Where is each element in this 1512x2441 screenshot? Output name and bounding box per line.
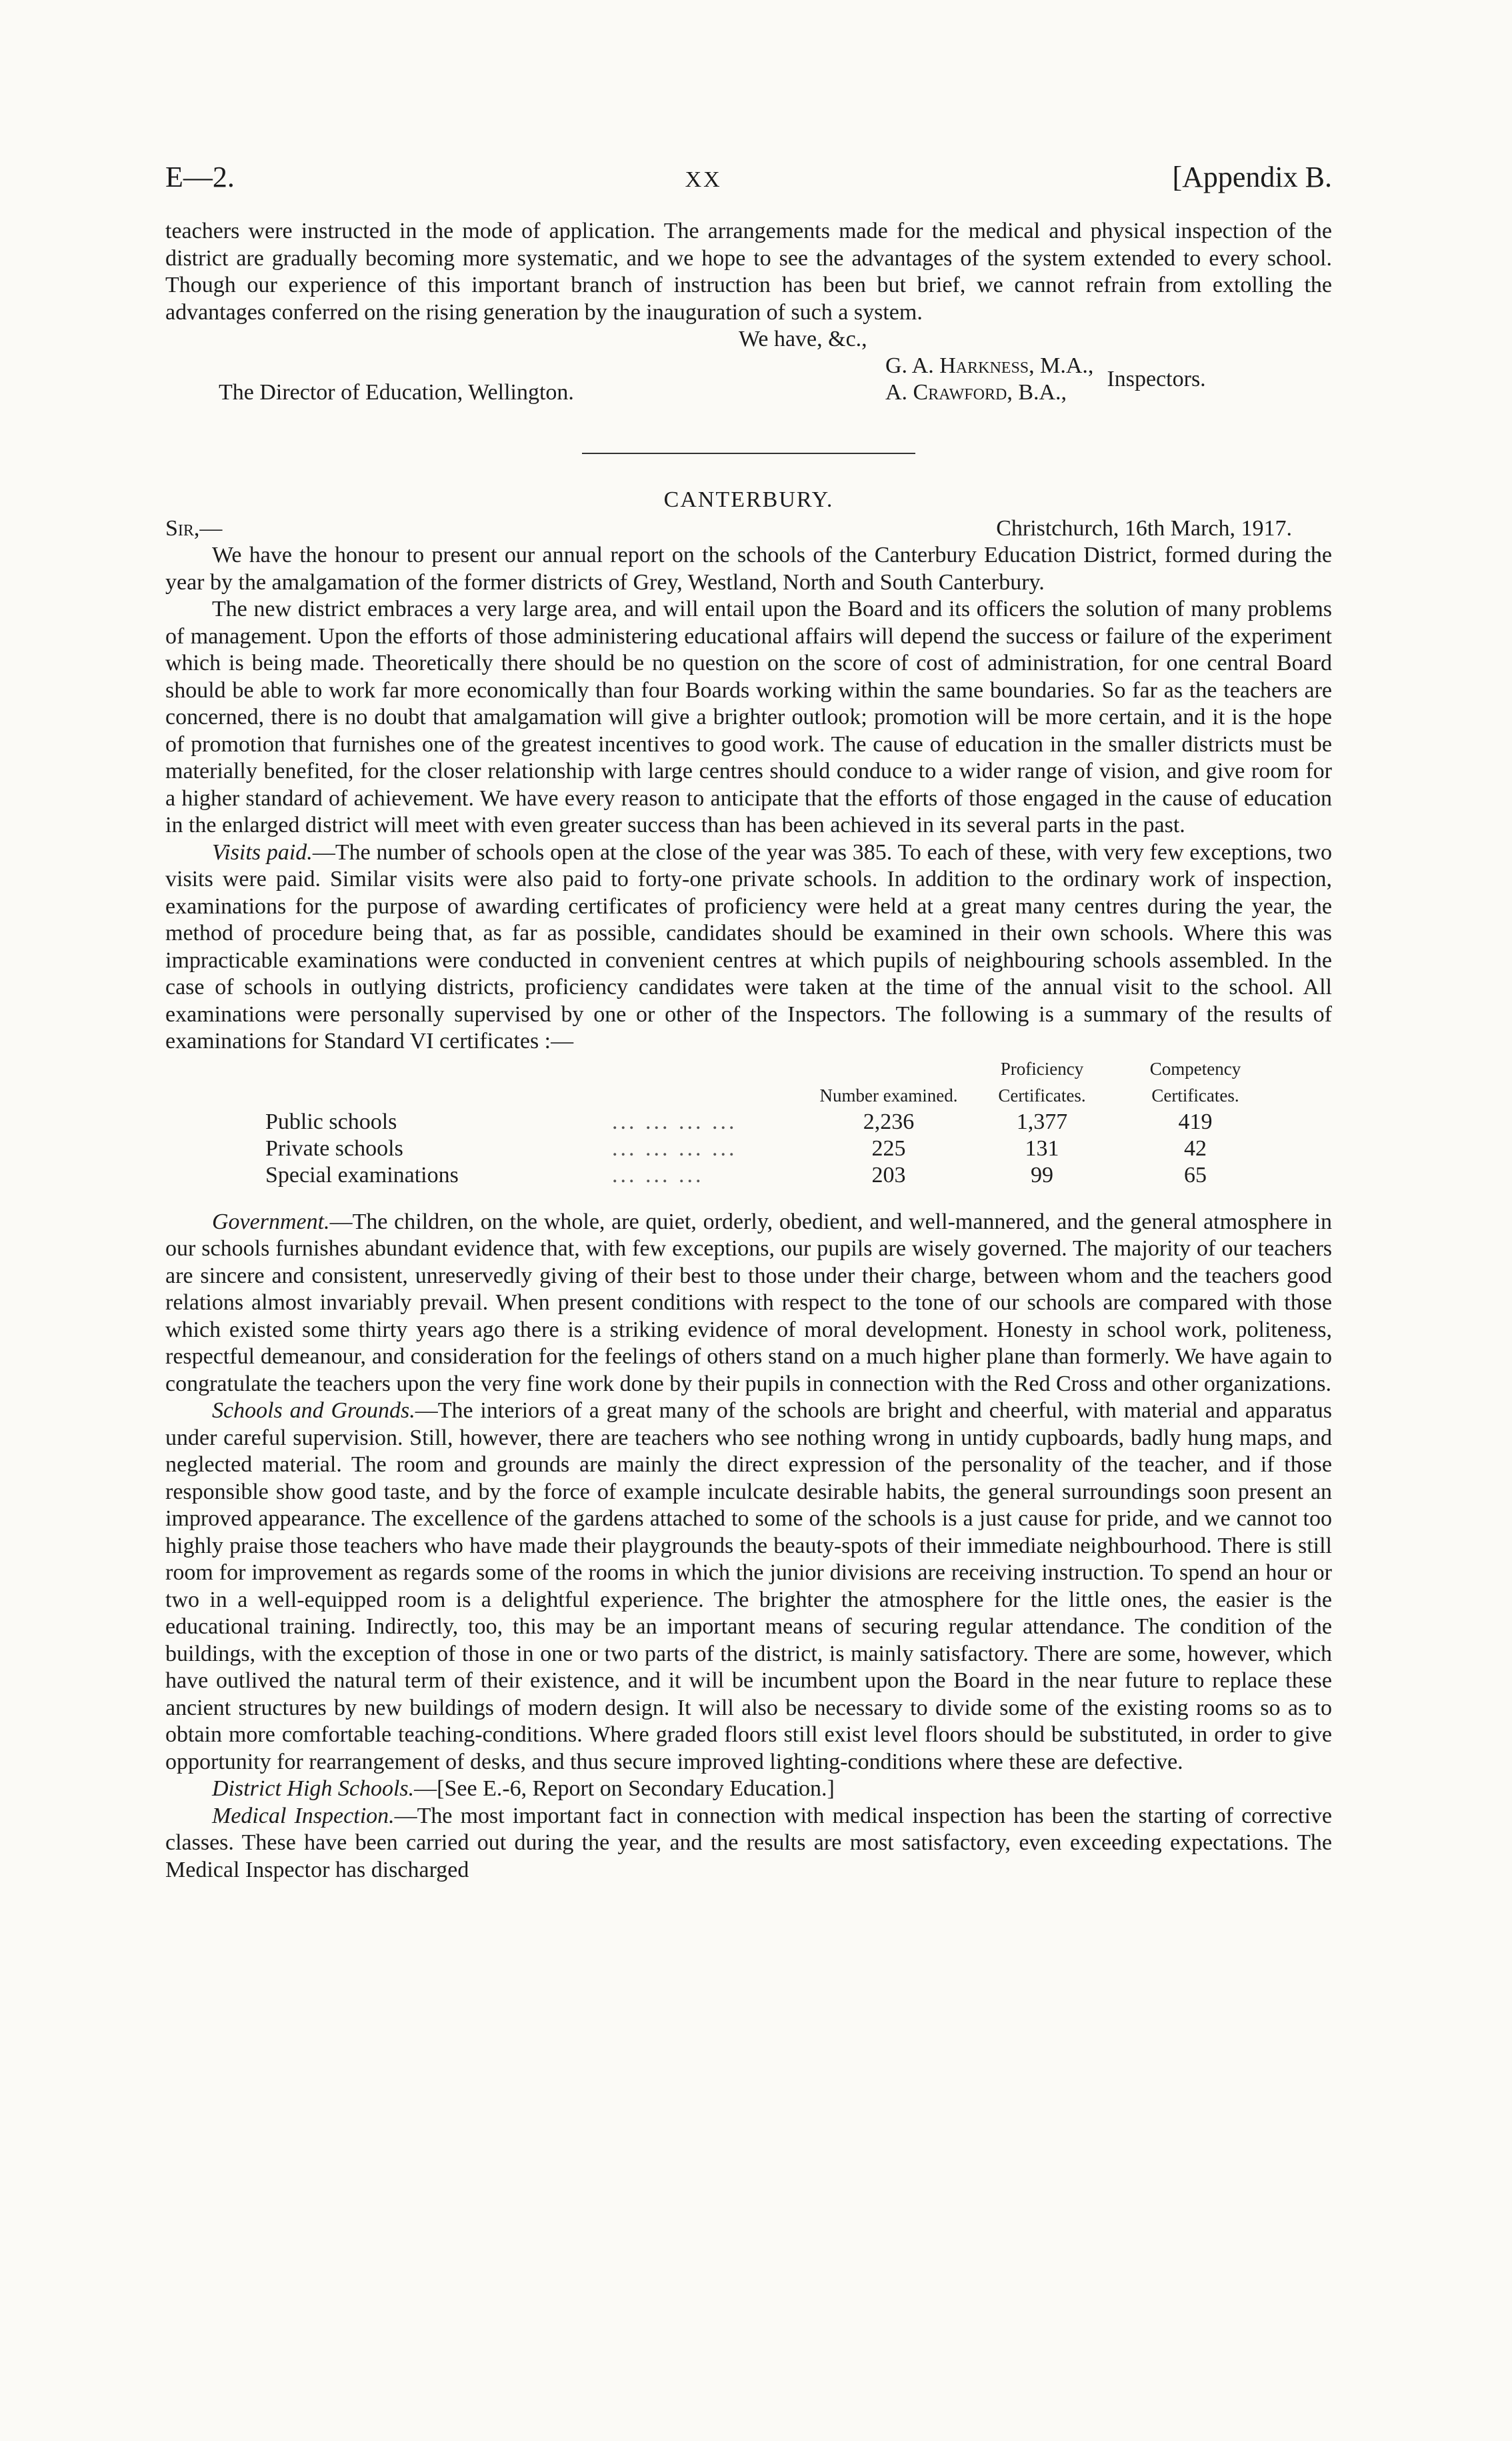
page-header (165, 160, 1332, 194)
results-table (265, 1055, 1272, 1189)
row-examined: 203 (871, 1162, 906, 1187)
paragraph-medical-inspection (165, 1803, 1332, 1884)
row-label: Private schools (265, 1135, 403, 1161)
paragraph-new-district: The new district embraces a very large area, and will entail upon the Board and its officers the solution of many problems of management. Upon the efforts of those administering educational affairs will depend the success or failure of the experiment which is being made. Theoretically there should be no question on the score of cost of administration, for one central Board should be able to work far more economically than four Boards working within the same boundaries. So far as the teachers are concerned, there is no doubt that amalgamation will give a brighter outlook; promotion will be more certain, and it is the hope of promotion that furnishes one of the greatest incentives to good work. The cause of education in the smaller districts must be materially benefited, for the closer relationship with large centres should conduce to a wider range of vision, and give room for a higher standard of achievement. We have every reason to anticipate that the efforts of those engaged in the cause of education in the enlarged district will meet with even greater success than has been achieved in its several parts in the past. (165, 597, 1332, 837)
header-examined: Number examined. (819, 1085, 958, 1105)
header-competency: Competency Certificates. (1149, 1058, 1241, 1105)
row-label: Special examinations (265, 1162, 459, 1187)
document-page (165, 160, 1332, 1884)
medical-text: —The most important fact in connection with medical inspection has been the starting of corrective classes. These have been carried out during the year, and the results are most satisfactory, even exceeding expectations. The Medical Inspector has discharged (165, 1803, 1332, 1882)
row-examined: 2,236 (863, 1109, 915, 1134)
section-title: CANTERBURY. (663, 487, 834, 512)
closing-we-have: We have, &c., (739, 327, 867, 351)
header-page-number: XX (685, 167, 722, 192)
government-heading: Government. (212, 1209, 330, 1234)
inspector-crawford: A. Crawford, B.A., (885, 380, 1067, 405)
row-dots: ... ... ... ... (612, 1109, 737, 1134)
closing-block (165, 326, 1332, 406)
salutation-line (165, 515, 1332, 542)
header-right: [Appendix B. (1172, 161, 1332, 193)
government-text: —The children, on the whole, are quiet, orderly, obedient, and well-mannered, and the general atmosphere in our schools furnishes abundant evidence that, with few exceptions, our pupils are wisely governed. The majority of our teachers are sincere and consistent, unreservedly giving of their best to those under their charge, between whom and the teachers good relations almost invariably prevail. When present conditions with respect to the tone of our schools are compared with those which existed some thirty years ago there is a striking evidence of moral development. Honesty in school work, politeness, respectful demeanour, and consideration for the feelings of others stand on a much higher plane than formerly. We have again to congratulate the teachers upon the very fine work done by their pupils in connection with the Red Cross and other organizations. (165, 1209, 1332, 1396)
row-proficiency: 131 (1025, 1135, 1059, 1161)
row-proficiency: 99 (1031, 1162, 1053, 1187)
medical-heading: Medical Inspection. (212, 1803, 395, 1828)
paragraph-district-high-schools (165, 1776, 1332, 1803)
header-proficiency: Proficiency Certificates. (998, 1058, 1086, 1105)
paragraph-visits (165, 839, 1332, 1055)
inspectors-label: Inspectors. (1107, 367, 1206, 391)
row-dots: ... ... ... (612, 1162, 704, 1187)
table-row (265, 1162, 1272, 1189)
row-competency: 42 (1184, 1135, 1207, 1161)
district-heading: District High Schools. (212, 1776, 415, 1801)
visits-heading: Visits paid. (212, 839, 313, 865)
schools-heading: Schools and Grounds. (212, 1398, 415, 1423)
row-competency: 419 (1178, 1109, 1213, 1134)
place-date: Christchurch, 16th March, 1917. (996, 516, 1292, 541)
inspector-harkness: G. A. Harkness, M.A., (885, 353, 1094, 378)
row-examined: 225 (871, 1135, 906, 1161)
salutation: Sir,— (165, 516, 223, 541)
paragraph-schools-grounds (165, 1398, 1332, 1776)
header-left: E—2. (165, 161, 235, 193)
addressee: The Director of Education, Wellington. (219, 380, 574, 405)
row-label: Public schools (265, 1109, 397, 1134)
intro-paragraph: teachers were instructed in the mode of application. The arrangements made for the medical and physical inspection of the district are gradually becoming more systematic, and we hope to see the advantages of the system extended to every school. Though our experience of this important branch of instruction has been but brief, we cannot refrain from extolling the advantages conferred on the rising generation by the inauguration of such a system. (165, 219, 1332, 325)
row-competency: 65 (1184, 1162, 1207, 1187)
table-row (265, 1109, 1272, 1135)
paragraph-report-intro: We have the honour to present our annual report on the schools of the Canterbury Education District, formed during the year by the amalgamation of the former districts of Grey, Westland, North and South Canterbury. (165, 543, 1332, 595)
section-divider (582, 453, 915, 454)
schools-text: —The interiors of a great many of the schools are bright and cheerful, with material and apparatus under careful supervision. Still, however, there are teachers who see nothing wrong in untidy cupboards, badly hung maps, and neglected material. The room and grounds are mainly the direct expression of the personality of the teacher, and if those responsible show good taste, and by the force of example inculcate desirable habits, the general surroundings soon present an improved appearance. The excellence of the gardens attached to some of the schools is a just cause for pride, and we cannot too highly praise those teachers who have made their playgrounds the beauty-spots of their immediate neighbourhood. There is still room for improvement as regards some of the rooms in which the junior divisions are receiving instruction. To spend an hour or two in a well-equipped room is a delightful experience. The brighter the atmosphere for the little ones, the easier is the educational training. Indirectly, too, this may be an important means of securing regular attendance. The condition of the buildings, with the exception of those in one or two parts of the district, is mainly satisfactory. There are some, however, which have outlived the natural term of their existence, and it will be incumbent upon the Board in the near future to replace these ancient structures by new buildings of modern design. It will also be necessary to divide some of the existing rooms so as to obtain more comfortable teaching-conditions. Where graded floors still exist level floors should be substituted, in order to give opportunity for rearrangement of desks, and thus secure improved lighting-conditions where these are defective. (165, 1398, 1332, 1774)
visits-text: —The number of schools open at the close of the year was 385. To each of these, with very few exceptions, two visits were paid. Similar visits were also paid to forty-one private schools. In addition to the ordinary work of inspection, examinations for the purpose of awarding certificates of proficiency were held at a great many centres during the year, the method of procedure being that, as far as possible, candidates should be examined in their own schools. Where this was impracticable examinations were conducted in convenient centres at which pupils of neighbouring schools assembled. In the case of schools in outlying districts, proficiency candidates were taken at the time of the annual visit to the school. All examinations were personally supervised by one or other of the Inspectors. The following is a summary of the results of examinations for Standard VI certificates :— (165, 839, 1333, 1053)
paragraph-government (165, 1209, 1332, 1398)
table-header-row (265, 1055, 1272, 1109)
table-row (265, 1135, 1272, 1162)
district-text: —[See E.-6, Report on Secondary Education.] (414, 1776, 835, 1801)
row-proficiency: 1,377 (1016, 1109, 1068, 1134)
row-dots: ... ... ... ... (612, 1135, 737, 1161)
